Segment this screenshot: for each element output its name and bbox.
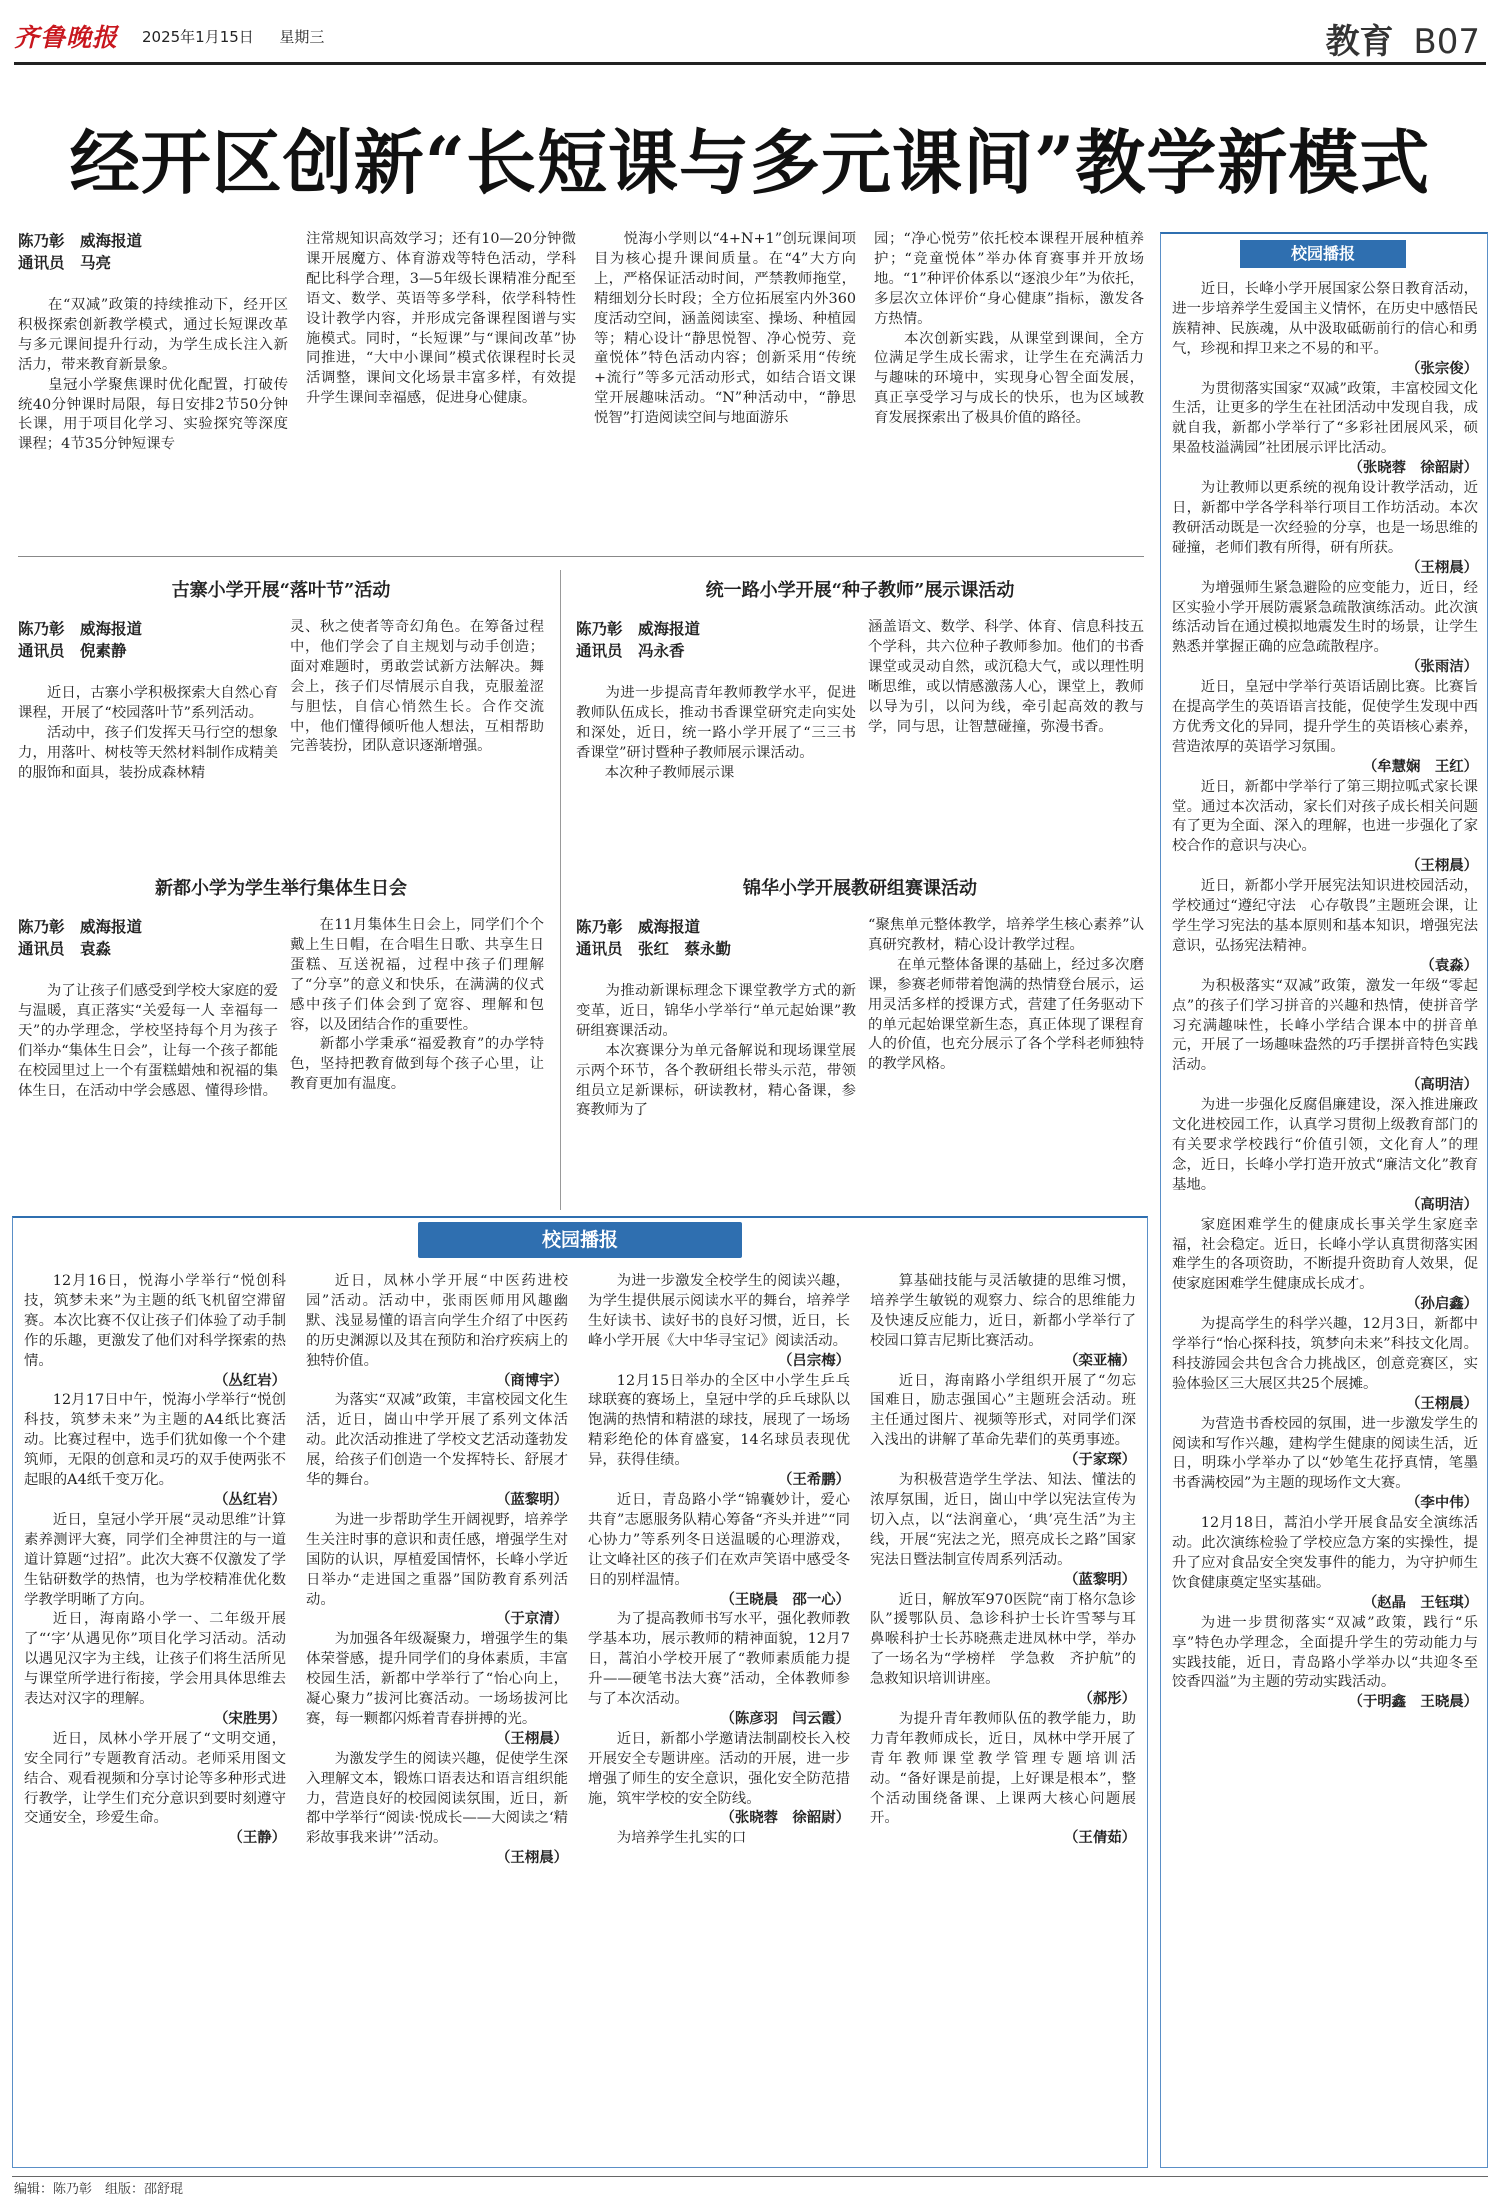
news-author: （王栩晨） — [1406, 559, 1478, 576]
news-author: （郝彤） — [1078, 1691, 1136, 1708]
news-item: 为进一步贯彻落实“双减”政策，践行“乐享”特色办学理念，全面提升学生的劳动能力与实践技能，近日，青岛路小学举办以“共迎冬至 饺香四溢”为主题的劳动实践活动。 — [1172, 1614, 1493, 1691]
headline-text: 经开区创新“长短课与多元课间”教学新模式 — [69, 121, 1431, 204]
news-author: （王栩晨） — [1406, 858, 1478, 875]
jiaoyan-title: 锦华小学开展教研组赛课活动 — [743, 878, 977, 899]
footer-credit: 编辑：陈乃彰 组版：邵舒琨 — [14, 2182, 184, 2197]
news-item: 为营造书香校园的氛围，进一步激发学生的阅读和写作兴趣，建构学生健康的阅读生活，近日，明珠小学举办了以“妙笔生花抒真情，笔墨书香满校园”为主题的现场作文大赛。 — [1172, 1415, 1478, 1492]
news-author: （吕宗梅） — [778, 1352, 850, 1369]
jiaoyan-correspondent: 通讯员 张红 蔡永勤 — [576, 940, 732, 958]
news-item: 算基础技能与灵活敏捷的思维习惯，培养学生敏锐的观察力、综合的思维能力及快速反应能力，近日，新都小学举行了校园口算吉尼斯比赛活动。 — [870, 1273, 1136, 1349]
news-author: （张晓蓉 徐韶尉） — [1348, 460, 1478, 477]
news-author: （蓝黎明） — [1064, 1571, 1136, 1588]
date-text: 2025年1月15日 — [142, 28, 254, 46]
news-item: 为落实“双减”政策，丰富校园文化生活，近日，崮山中学开展了系列文体活动。此次活动推进了学校文艺活动蓬勃发展，给孩子们创造一个发挥特长、舒展才华的舞台。 — [306, 1392, 568, 1489]
birthday-title: 新都小学为学生举行集体生日会 — [155, 878, 407, 899]
seed-col-1-text: 为进一步提高青年教师教学水平，促进教师队伍成长，推动书香课堂研究走向实处和深处，近日，统一路小学开展了“三三书香课堂”研讨暨种子教师展示课活动。 本次种子教师展示课 — [576, 685, 856, 781]
header-rule — [14, 62, 1486, 65]
news-item: 近日，皇冠中学举行英语话剧比赛。比赛旨在提高学生的英语语言技能，促使学生发现中西方优秀文化的异同，提升学生的英语核心素养，营造浓厚的英语学习氛围。 — [1172, 679, 1478, 755]
news-item: 近日，凤林小学开展“中医药进校园”活动。活动中，张雨医师用风趣幽默、浅显易懂的语言向学生介绍了中医药的历史渊源以及其在预防和治疗疾病上的独特价值。 — [306, 1273, 568, 1369]
news-item: 12月16日，悦海小学举行“悦创科技，筑梦未来”为主题的纸飞机留空滞留赛。本次比赛不仅让孩子们体验了动手制作的乐趣，更激发了他们对科学探索的热情。 — [24, 1273, 286, 1369]
news-item: 为加强各年级凝聚力，增强学生的集体荣誉感，提升同学们的身体素质，丰富校园生活，新都中学举行了“怡心向上，凝心聚力”拔河比赛活动。一场场拔河比赛，每一颗都闪烁着青春拼搏的光。 — [306, 1631, 568, 1727]
luoye-byline — [18, 618, 278, 666]
bottom-col-2 — [306, 1272, 568, 2162]
luoye-col-1 — [18, 684, 278, 856]
news-item: 为积极落实“双减”政策，激发一年级“零起点”的孩子们学习拼音的兴趣和热情，使拼音学习充满趣味性，长峰小学结合课本中的拼音单元，开展了一场趣味盎然的巧手摆拼音特色实践活动。 — [1172, 977, 1478, 1074]
lead-correspondent: 通讯员 马亮 — [18, 254, 112, 272]
seed-col-1 — [576, 684, 856, 856]
news-item: 近日，长峰小学开展国家公祭日教育活动，进一步培养学生爱国主义情怀，在历史中感悟民族精神、民族魂，从中汲取砥砺前行的信心和勇气，珍视和捍卫来之不易的和平。 — [1172, 281, 1478, 357]
seed-col-2-text: 涵盖语文、数学、科学、体育、信息科技五个学科，共六位种子教师参加。他们的书香课堂或灵动自然，或沉稳大气，或以理性明晰思维，或以情感激荡人心，课堂上，教师以导为引，以问为线，牵引起高效的教与学，同与思，让智慧碰撞，弥漫书香。 — [868, 619, 1144, 735]
bottom-col-3 — [588, 1272, 850, 2162]
lead-col-3 — [594, 230, 856, 540]
jiaoyan-col-1 — [576, 982, 856, 1204]
news-author: （李中伟） — [1406, 1495, 1478, 1512]
bottom-panel-title: 校园播报 — [418, 1222, 742, 1258]
bottom-col-4 — [870, 1272, 1136, 2162]
news-item: 为进一步激发全校学生的阅读兴趣，为学生提供展示阅读水平的舞台，培养学生好读书、读好书的良好习惯，近日，长峰小学开展《大中华寻宝记》阅读活动。 — [588, 1273, 850, 1349]
news-author: （高明洁） — [1406, 1077, 1478, 1094]
lead-col-1-text: 在“双减”政策的持续推动下，经开区积极探索创新教学模式，通过长短课改革与多元课间提升行动，为学生成长注入新活力，带来教育新景象。 皇冠小学聚焦课时优化配置，打破传统40分钟课时局限，每日安排2节50分钟长课，用于项目化学习、实验探究等深度课程；4节35分钟短课专 — [18, 297, 288, 453]
birthday-correspondent: 通讯员 袁淼 — [18, 940, 112, 958]
news-author: （蓝黎明） — [496, 1491, 568, 1508]
lead-reporter: 陈乃彰 威海报道 — [18, 232, 143, 250]
lead-col-2-text: 注常规知识高效学习；还有10—20分钟微课开展魔方、体育游戏等特色活动，学科配比科学合理，3—5年级长课精准分配至语文、数学、英语等多学科，依学科特性设计教学内容，并形成完备课程图谱与实施模式。同时，“长短课”与“课间改革”协同推进，“大中小课间”模式依课程时长灵活调整，课间文化场景丰富多样，有效提升学生课间幸福感，促进身心健康。 — [306, 231, 576, 407]
luoye-col-1-text: 近日，古寨小学积极探索大自然心育课程，开展了“校园落叶节”系列活动。 活动中，孩子们发挥天马行空的想象力，用落叶、树枝等天然材料制作成精美的服饰和面具，装扮成森林精 — [18, 685, 278, 781]
seed-reporter: 陈乃彰 威海报道 — [576, 620, 701, 638]
lead-col-1 — [18, 296, 288, 540]
news-item: 近日，海南路小学组织开展了“勿忘国难日，励志强国心”主题班会活动。班主任通过图片、视频等形式，对同学们深入浅出的讲解了革命先辈们的英勇事迹。 — [870, 1372, 1136, 1449]
lead-byline — [18, 230, 288, 278]
issue-date — [142, 26, 442, 50]
jiaoyan-byline — [576, 916, 856, 964]
news-item: 近日，青岛路小学“锦囊妙计，爱心共育”志愿服务队精心筹备“齐头并进”“同心协力”等系列冬日送温暖的心理游戏，让文峰社区的孩子们在欢声笑语中感受冬日的别样温情。 — [588, 1491, 850, 1588]
jiaoyan-col-1-text: 为推动新课标理念下课堂教学方式的新变革，近日，锦华小学举行“单元起始课”教研组赛课活动。 本次赛课分为单元备解说和现场课堂展示两个环节，各个教研组长带头示范，带领组员立足新课标，研读教材，精心备课，参赛教师为了 — [576, 983, 856, 1119]
news-item: 为增强师生紧急避险的应变能力，近日，经区实验小学开展防震紧急疏散演练活动。此次演练活动旨在通过模拟地震发生时的场景，让学生熟悉并掌握正确的应急疏散程序。 — [1172, 579, 1478, 656]
jiaoyan-reporter: 陈乃彰 威海报道 — [576, 918, 701, 936]
news-author: （宋胜男） — [214, 1710, 286, 1727]
footer-rule — [12, 2176, 1488, 2177]
news-item: 近日，新都小学邀请法制副校长入校开展安全专题讲座。活动的开展，进一步增强了师生的安全意识，强化安全防范措施，筑牢学校的安全防线。 — [588, 1730, 850, 1807]
news-author: （于家琛） — [1064, 1452, 1136, 1469]
section-text: 教育 — [1325, 22, 1394, 62]
news-author: （王栩晨） — [496, 1850, 568, 1867]
birthday-col-2-text: 在11月集体生日会上，同学们个个戴上生日帽，在合唱生日歌、共享生日蛋糕、互送祝福，过程中孩子们理解了“分享”的意义和快乐，在满满的仪式感中孩子们体会到了宽容、理解和包容，以及团结合作的重要性。 新都小学秉承“福爱教育”的办学特色，坚持把教育做到每个孩子心里，让教育更加有温度。 — [290, 917, 544, 1093]
news-item: 近日，海南路小学一、二年级开展了“‘字’从遇见你”项目化学习活动。活动以遇见汉字为主线，让孩子们将生活所见与课堂所学进行衔接，学会用具体思维去表达对汉字的理解。 — [24, 1611, 286, 1708]
news-item: 为贯彻落实国家“双减”政策，丰富校园文化生活，让更多的学生在社团活动中发现自我，成就自我，新都小学举行了“多彩社团展风采，硕果盈枝溢满园”社团展示评比活动。 — [1172, 380, 1478, 457]
news-author: （张晓蓉 徐韶尉） — [720, 1810, 850, 1827]
logo-text: 齐鲁晚报 — [14, 23, 119, 52]
news-item: 家庭困难学生的健康成长事关学生家庭幸福，社会稳定。近日，长峰小学认真贯彻落实困难学生的各项资助，不断提升资助育人效果，促使家庭困难学生健康成长成才。 — [1172, 1216, 1478, 1293]
news-item: 近日，解放军970医院“南丁格尔急诊队”援鄂队员、急诊科护士长许雪琴与耳鼻喉科护士长苏晓燕走进凤林中学，举办了一场名为“学榜样 学急救 齐护航”的急救知识培训讲座。 — [870, 1591, 1136, 1688]
news-item: 为让教师以更系统的视角设计教学活动，近日，新都中学各学科举行项目工作坊活动。本次教研活动既是一次经验的分享，也是一场思维的碰撞，老师们教有所得，研有所获。 — [1172, 480, 1478, 556]
news-author: （牟慧娴 王红） — [1362, 758, 1478, 775]
luoye-title: 古寨小学开展“落叶节”活动 — [171, 580, 391, 601]
news-item: 为提高学生的科学兴趣，12月3日，新都中学举行“怡心探科技，筑梦向未来”科技文化周。科技游园会共包含合力挑战区，创意竞赛区，实验体验区三大展区共25个展摊。 — [1172, 1316, 1478, 1392]
divider-lead — [18, 556, 1144, 557]
news-author: （王倩茹） — [1064, 1830, 1136, 1847]
news-author: （高明洁） — [1406, 1196, 1478, 1213]
birthday-col-1-text: 为了让孩子们感受到学校大家庭的爱与温暖，真正落实“关爱每一人 幸福每一天”的办学理念，学校坚持每个月为孩子们举办“集体生日会”，让每一个孩子都能在校园里过上一个有蛋糕蜡烛和祝福的集体生日，在活动中学会感恩、懂得珍惜。 — [18, 983, 278, 1099]
page-number: B07 — [1413, 22, 1480, 62]
weekday-text: 星期三 — [279, 28, 325, 46]
news-author: （张雨洁） — [1406, 659, 1478, 676]
right-panel-title: 校园播报 — [1240, 240, 1406, 268]
lead-col-3-text: 悦海小学则以“4+N+1”创玩课间项目为核心提升课间质量。在“4”大方向上，严格保证活动时间，严禁教师拖堂，精细划分长时段；全方位拓展室内外360度活动空间，涵盖阅读室、操场、种植园等；精心设计“静思悦智、净心悦劳、竞童悦体”特色活动内容；创新采用“传统+流行”等多元活动形式，如结合语文课堂开展趣味活动。“N”种活动中，“静思悦智”打造阅读空间与地面游乐 — [594, 231, 856, 427]
lead-col-4-text: 园；“净心悦劳”依托校本课程开展种植养护；“竞童悦体”举办体育赛事并开放场地。“1”种评价体系以“逐浪少年”为依托，多层次立体评价“身心健康”指标，激发各方热情。 本次创新实践，从课堂到课间，全方位满足学生成长需求，让学生在充满活力与趣味的环境中，实现身心智全面发展，真正享受学习与成长的快乐，也为区域教育发展探索出了极具价值的路径。 — [874, 231, 1144, 427]
jiaoyan-col-2-text: “聚焦单元整体教学，培养学生核心素养”认真研究教材，精心设计教学过程。 在单元整体备课的基础上，经过多次磨课，参赛老师带着饱满的热情登台展示，运用灵活多样的授课方式，营建了任务驱动下的单元起始课堂新生态，真正体现了课程育人的价值，也充分展示了各个学科老师独特的教学风格。 — [868, 917, 1144, 1073]
news-author: （丛红岩） — [214, 1491, 286, 1508]
section-label — [1280, 14, 1480, 62]
news-item: 为进一步帮助学生开阔视野，培养学生关注时事的意识和责任感，增强学生对国防的认识，厚植爱国情怀，长峰小学近日举办“走进国之重器”国防教育系列活动。 — [306, 1511, 568, 1608]
seed-correspondent: 通讯员 冯永香 — [576, 642, 685, 660]
right-panel-body — [1172, 280, 1493, 2162]
news-author: （王希鹏） — [778, 1472, 850, 1489]
news-item: 为提升青年教师队伍的教学能力，助力青年教师成长，近日，凤林中学开展了青年教师课堂教学管理专题培训活动。“备好课是前提，上好课是根本”，整个活动围绕备课、上课两大核心问题展开。 — [870, 1710, 1136, 1827]
lead-col-4 — [874, 230, 1144, 540]
news-item: 近日，新都中学举行了第三期拉呱式家长课堂。通过本次活动，家长们对孩子成长相关问题有了更为全面、深入的理解，也进一步强化了家校合作的意识与决心。 — [1172, 778, 1478, 855]
news-item: 12月18日，蒿泊小学开展食品安全演练活动。此次演练检验了学校应急方案的实操性，提升了应对食品安全突发事件的能力，为守护师生饮食健康奠定坚实基础。 — [1172, 1515, 1478, 1591]
news-item: 为进一步强化反腐倡廉建设，深入推进廉政文化进校园工作，认真学习贯彻上级教育部门的有关要求学校践行“价值引领，文化育人”的理念，近日，长峰小学打造开放式“廉洁文化”教育基地。 — [1172, 1097, 1478, 1193]
seed-title: 统一路小学开展“种子教师”展示课活动 — [705, 580, 1015, 601]
news-author: （栾亚楠） — [1064, 1352, 1136, 1369]
news-item: 为积极营造学生学法、知法、懂法的浓厚氛围，近日，崮山中学以宪法宣传为切入点，以“法润童心，‘典’亮生活”为主线，开展“宪法之光，照亮成长之路”国家宪法日暨法制宣传周系列活动。 — [870, 1472, 1136, 1568]
jiaoyan-col-2 — [868, 916, 1144, 1204]
news-author: （于京清） — [496, 1611, 568, 1628]
news-item: 为了提高教师书写水平，强化教师教学基本功，展示教师的精神面貌，12月7日，蒿泊小学校开展了“教师素质能力提升——硬笔书法大赛”活动，全体教师参与了本次活动。 — [588, 1611, 850, 1708]
news-author: （王晓晨 邵一心） — [720, 1591, 850, 1608]
news-item: 近日，新都小学开展宪法知识进校园活动，学校通过“遵纪守法 心存敬畏”主题班会课，让学生学习宪法的基本原则和基本知识，增强宪法意识，弘扬宪法精神。 — [1172, 878, 1478, 954]
news-author: （于明鑫 王晓晨） — [1348, 1694, 1478, 1711]
news-item: 12月15日举办的全区中小学生乒乓球联赛的赛场上，皇冠中学的乒乓球队以饱满的热情和精湛的球技，展现了一场场精彩绝伦的体育盛宴，14名球员表现优异，获得佳绩。 — [588, 1372, 850, 1469]
news-item: 近日，皇冠小学开展“灵动思维”计算素养测评大赛，同学们全神贯注的与一道道计算题“过招”。此次大赛不仅激发了学生钻研数学的热情，也为学校精准优化数学教学明晰了方向。 — [24, 1511, 286, 1608]
luoye-col-2-text: 灵、秋之使者等奇幻角色。在筹备过程中，他们学会了自主规划与动手创造；面对难题时，勇敢尝试新方法解决。舞会上，孩子们尽情展示自我，克服羞涩与胆怯，自信心悄然生长。合作交流中，他们懂得倾听他人想法，互相帮助完善装扮，团队意识逐渐增强。 — [290, 619, 544, 755]
masthead-logo — [14, 18, 134, 52]
birthday-byline — [18, 916, 278, 964]
birthday-col-2 — [290, 916, 544, 1204]
seed-byline — [576, 618, 856, 666]
luoye-col-2 — [290, 618, 544, 856]
seed-col-2 — [868, 618, 1144, 856]
luoye-reporter: 陈乃彰 威海报道 — [18, 620, 143, 638]
news-author: （王栩晨） — [496, 1730, 568, 1747]
news-author: （赵晶 王钰琪） — [1362, 1594, 1478, 1611]
lead-col-2 — [306, 230, 576, 540]
luoye-correspondent: 通讯员 倪素静 — [18, 642, 127, 660]
news-item: 为培养学生扎实的口 — [616, 1830, 747, 1847]
birthday-col-1 — [18, 982, 278, 1204]
news-author: （王栩晨） — [1406, 1395, 1478, 1412]
news-author: （孙启鑫） — [1406, 1296, 1478, 1313]
news-author: （王静） — [228, 1830, 286, 1847]
divider-mid — [560, 570, 561, 1210]
news-author: （袁淼） — [1420, 957, 1478, 974]
bottom-col-1 — [24, 1272, 286, 2162]
news-author: （丛红岩） — [214, 1372, 286, 1389]
news-author: （商博宇） — [496, 1372, 568, 1389]
news-author: （张宗俊） — [1406, 360, 1478, 377]
news-item: 近日，凤林小学开展了“文明交通，安全同行”专题教育活动。老师采用图文结合、观看视频和分享讨论等多种形式进行教学，让学生们充分意识到要时刻遵守交通安全，珍爱生命。 — [24, 1730, 286, 1827]
birthday-reporter: 陈乃彰 威海报道 — [18, 918, 143, 936]
page-headline — [14, 118, 1486, 214]
news-item: 12月17日中午，悦海小学举行“悦创科技，筑梦未来”为主题的A4纸比赛活动。比赛过程中，选手们犹如像一个个建筑师，无限的创意和灵巧的双手使两张不起眼的A4纸千变万化。 — [24, 1392, 286, 1489]
news-item: 为激发学生的阅读兴趣，促使学生深入理解文本，锻炼口语表达和语言组织能力，营造良好的校园阅读氛围，近日，新都中学举行“阅读·悦成长——大阅读之‘精彩故事我来讲’”活动。 — [306, 1750, 568, 1847]
news-author: （陈彦羽 闫云霞） — [720, 1710, 850, 1727]
